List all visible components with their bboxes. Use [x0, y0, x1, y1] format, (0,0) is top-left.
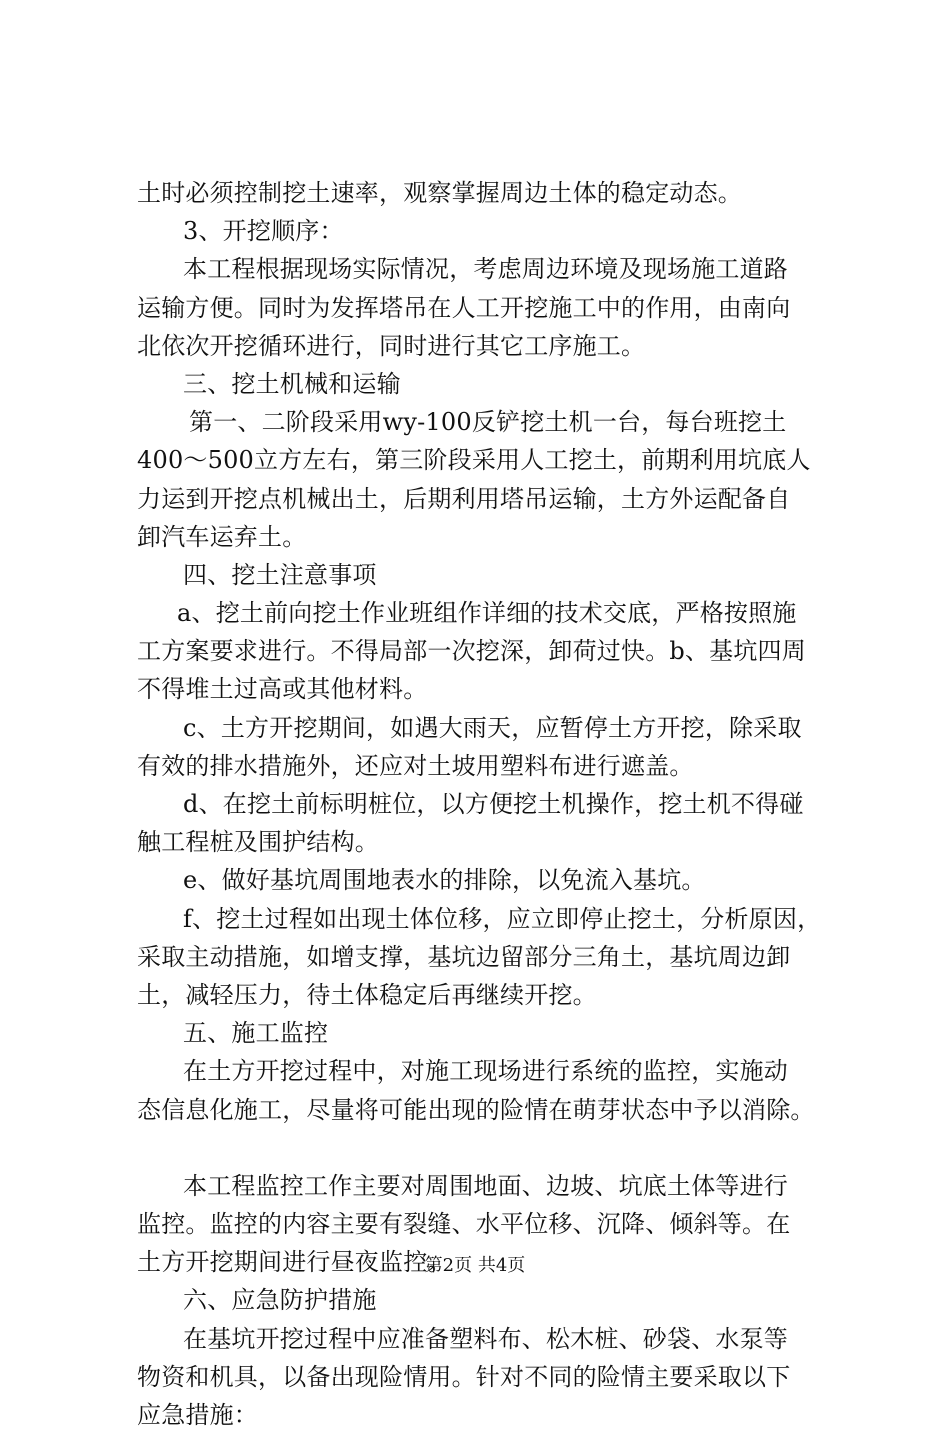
- paragraph-gap: [137, 1129, 837, 1167]
- text-line: 运输方便。同时为发挥塔吊在人工开挖施工中的作用，由南向: [137, 293, 791, 322]
- text-line: 3、开挖顺序：: [183, 217, 344, 246]
- text-line: 有效的排水措施外，还应对土坡用塑料布进行遮盖。: [137, 751, 694, 780]
- text-line: 物资和机具，以备出现险情用。针对不同的险情主要采取以下: [137, 1362, 791, 1391]
- text-line: 北依次开挖循环进行，同时进行其它工序施工。: [137, 331, 646, 360]
- text-line: 土方开挖期间进行昼夜监控。: [137, 1248, 452, 1277]
- section-heading: 三、挖土机械和运输: [183, 369, 401, 398]
- text-line: 本工程监控工作主要对周围地面、边坡、坑底土体等进行: [183, 1171, 788, 1200]
- section-heading: 六、应急防护措施: [183, 1286, 377, 1315]
- text-line: 力运到开挖点机械出土，后期利用塔吊运输，土方外运配备自: [137, 484, 791, 513]
- text-line: 在土方开挖过程中，对施工现场进行系统的监控，实施动: [183, 1057, 788, 1086]
- text-line: 监控。监控的内容主要有裂缝、水平位移、沉降、倾斜等。在: [137, 1210, 791, 1239]
- text-line: 不得堆土过高或其他材料。: [137, 675, 428, 704]
- text-line: 土，减轻压力，待土体稳定后再继续开挖。: [137, 980, 597, 1009]
- text-line: 土时必须控制挖土速率，观察掌握周边土体的稳定动态。: [137, 179, 742, 207]
- text-line: d、在挖土前标明桩位，以方便挖土机操作，挖土机不得碰: [183, 790, 804, 818]
- text-line: 本工程根据现场实际情况，考虑周边环境及现场施工道路: [183, 255, 788, 284]
- text-line: 工方案要求进行。不得局部一次挖深，卸荷过快。b、基坑四周: [137, 637, 806, 666]
- text-line: 在基坑开挖过程中应准备塑料布、松木桩、砂袋、水泵等: [183, 1324, 788, 1353]
- document-body: [137, 174, 837, 1434]
- text-line: e、做好基坑周围地表水的排除，以免流入基坑。: [183, 866, 706, 895]
- text-line: 400～500立方左右，第三阶段采用人工挖土，前期利用坑底人: [137, 446, 811, 475]
- text-line: a、挖土前向挖土作业班组作详细的技术交底，严格按照施: [177, 599, 797, 628]
- page-footer: [0, 1254, 950, 1278]
- page-number: 第2页 共4页: [424, 1255, 526, 1276]
- text-line: 第一、二阶段采用wy-100反铲挖土机一台，每台班挖土: [189, 408, 787, 437]
- text-line: c、土方开挖期间，如遇大雨天，应暂停土方开挖，除采取: [183, 713, 802, 742]
- text-line: 应急措施：: [137, 1401, 258, 1429]
- section-heading: 五、施工监控: [183, 1019, 329, 1048]
- text-line: 态信息化施工，尽量将可能出现的险情在萌芽状态中予以消除。: [137, 1095, 815, 1124]
- text-line: 采取主动措施，如增支撑，基坑边留部分三角土，基坑周边卸: [137, 942, 791, 971]
- text-line: f、挖土过程如出现土体位移，应立即停止挖土，分析原因，: [183, 904, 822, 933]
- text-line: 卸汽车运弃土。: [137, 522, 307, 551]
- text-line: 触工程桩及围护结构。: [137, 828, 379, 857]
- section-heading: 四、挖土注意事项: [183, 560, 377, 589]
